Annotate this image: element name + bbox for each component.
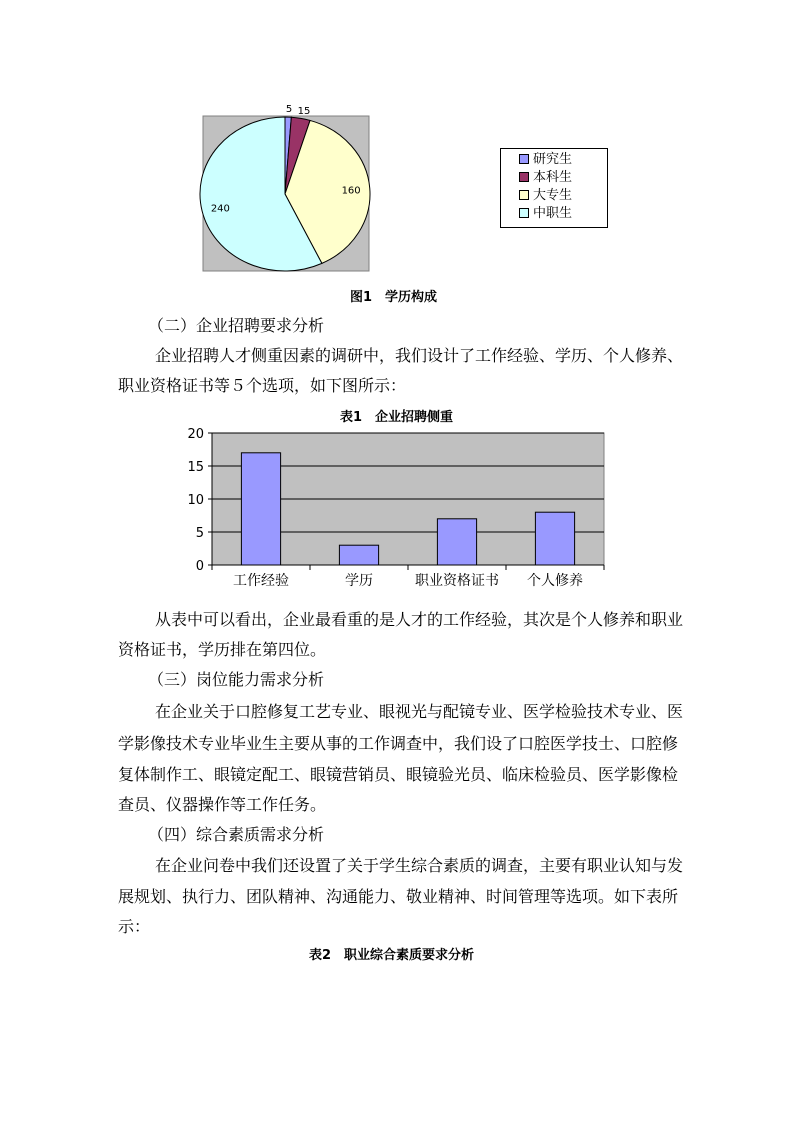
y-tick-label: 20 bbox=[187, 427, 204, 442]
y-tick-label: 0 bbox=[195, 559, 204, 574]
x-tick-label: 工作经验 bbox=[233, 573, 289, 589]
paragraph-line: 复体制作工、眼镜定配工、眼镜营销员、眼镜验光员、临床检验员、医学影像检 bbox=[118, 765, 679, 784]
legend-label: 中职生 bbox=[533, 206, 573, 221]
section-heading-4: （四）综合素质需求分析 bbox=[148, 825, 325, 844]
pie-data-label: 15 bbox=[297, 106, 311, 117]
legend-swatch bbox=[519, 208, 529, 218]
legend-item bbox=[519, 189, 572, 203]
paragraph-line: 职业资格证书等５个选项，如下图所示： bbox=[118, 376, 407, 395]
paragraph-line: 在企业问卷中我们还设置了关于学生综合素质的调查，主要有职业认知与发 bbox=[155, 856, 684, 875]
section-heading-3: （三）岗位能力需求分析 bbox=[148, 670, 325, 689]
bar-3 bbox=[535, 512, 574, 565]
paragraph-line: 从表中可以看出，企业最看重的是人才的工作经验，其次是个人修养和职业 bbox=[155, 610, 684, 629]
paragraph-line: 查员、仪器操作等工作任务。 bbox=[118, 795, 327, 814]
y-tick-label: 10 bbox=[187, 493, 204, 508]
section-heading-2: （二）企业招聘要求分析 bbox=[148, 316, 325, 335]
legend-label: 本科生 bbox=[533, 170, 573, 185]
legend-item bbox=[519, 153, 572, 167]
pie-data-label: 240 bbox=[210, 203, 230, 215]
y-tick-label: 5 bbox=[195, 526, 204, 541]
pie-data-label: 160 bbox=[341, 185, 361, 197]
pie-legend bbox=[500, 148, 608, 228]
legend-swatch bbox=[519, 190, 529, 200]
paragraph-line: 资格证书，学历排在第四位。 bbox=[118, 640, 327, 659]
table-1-caption: 表1 企业招聘侧重 bbox=[340, 410, 454, 425]
paragraph-line: 在企业关于口腔修复工艺专业、眼视光与配镜专业、医学检验技术专业、医 bbox=[155, 702, 684, 721]
pie-data-label: 5 bbox=[285, 104, 293, 115]
y-tick-label: 15 bbox=[187, 460, 204, 475]
legend-label: 大专生 bbox=[533, 188, 573, 203]
legend-label: 研究生 bbox=[533, 152, 573, 167]
x-tick-label: 职业资格证书 bbox=[415, 573, 499, 589]
legend-swatch bbox=[519, 172, 529, 182]
table-2-caption: 表2 职业综合素质要求分析 bbox=[309, 948, 475, 963]
paragraph-line: 学影像技术专业毕业生主要从事的工作调查中，我们设了口腔医学技士、口腔修 bbox=[118, 734, 679, 753]
legend-item bbox=[519, 207, 572, 221]
x-tick-label: 学历 bbox=[345, 573, 373, 589]
figure-1-caption: 图1 学历构成 bbox=[350, 290, 438, 305]
paragraph-line: 示： bbox=[118, 917, 151, 936]
paragraph-line: 展规划、执行力、团队精神、沟通能力、敬业精神、时间管理等选项。如下表所 bbox=[118, 887, 679, 906]
bar-1 bbox=[339, 545, 378, 565]
bar-0 bbox=[241, 453, 280, 565]
bar-chart bbox=[170, 425, 620, 600]
legend-item bbox=[519, 171, 572, 185]
pie-chart bbox=[198, 96, 373, 274]
x-tick-label: 个人修养 bbox=[527, 573, 583, 589]
legend-swatch bbox=[519, 154, 529, 164]
bar-2 bbox=[437, 519, 476, 565]
paragraph-line: 企业招聘人才侧重因素的调研中，我们设计了工作经验、学历、个人修养、 bbox=[155, 346, 684, 365]
